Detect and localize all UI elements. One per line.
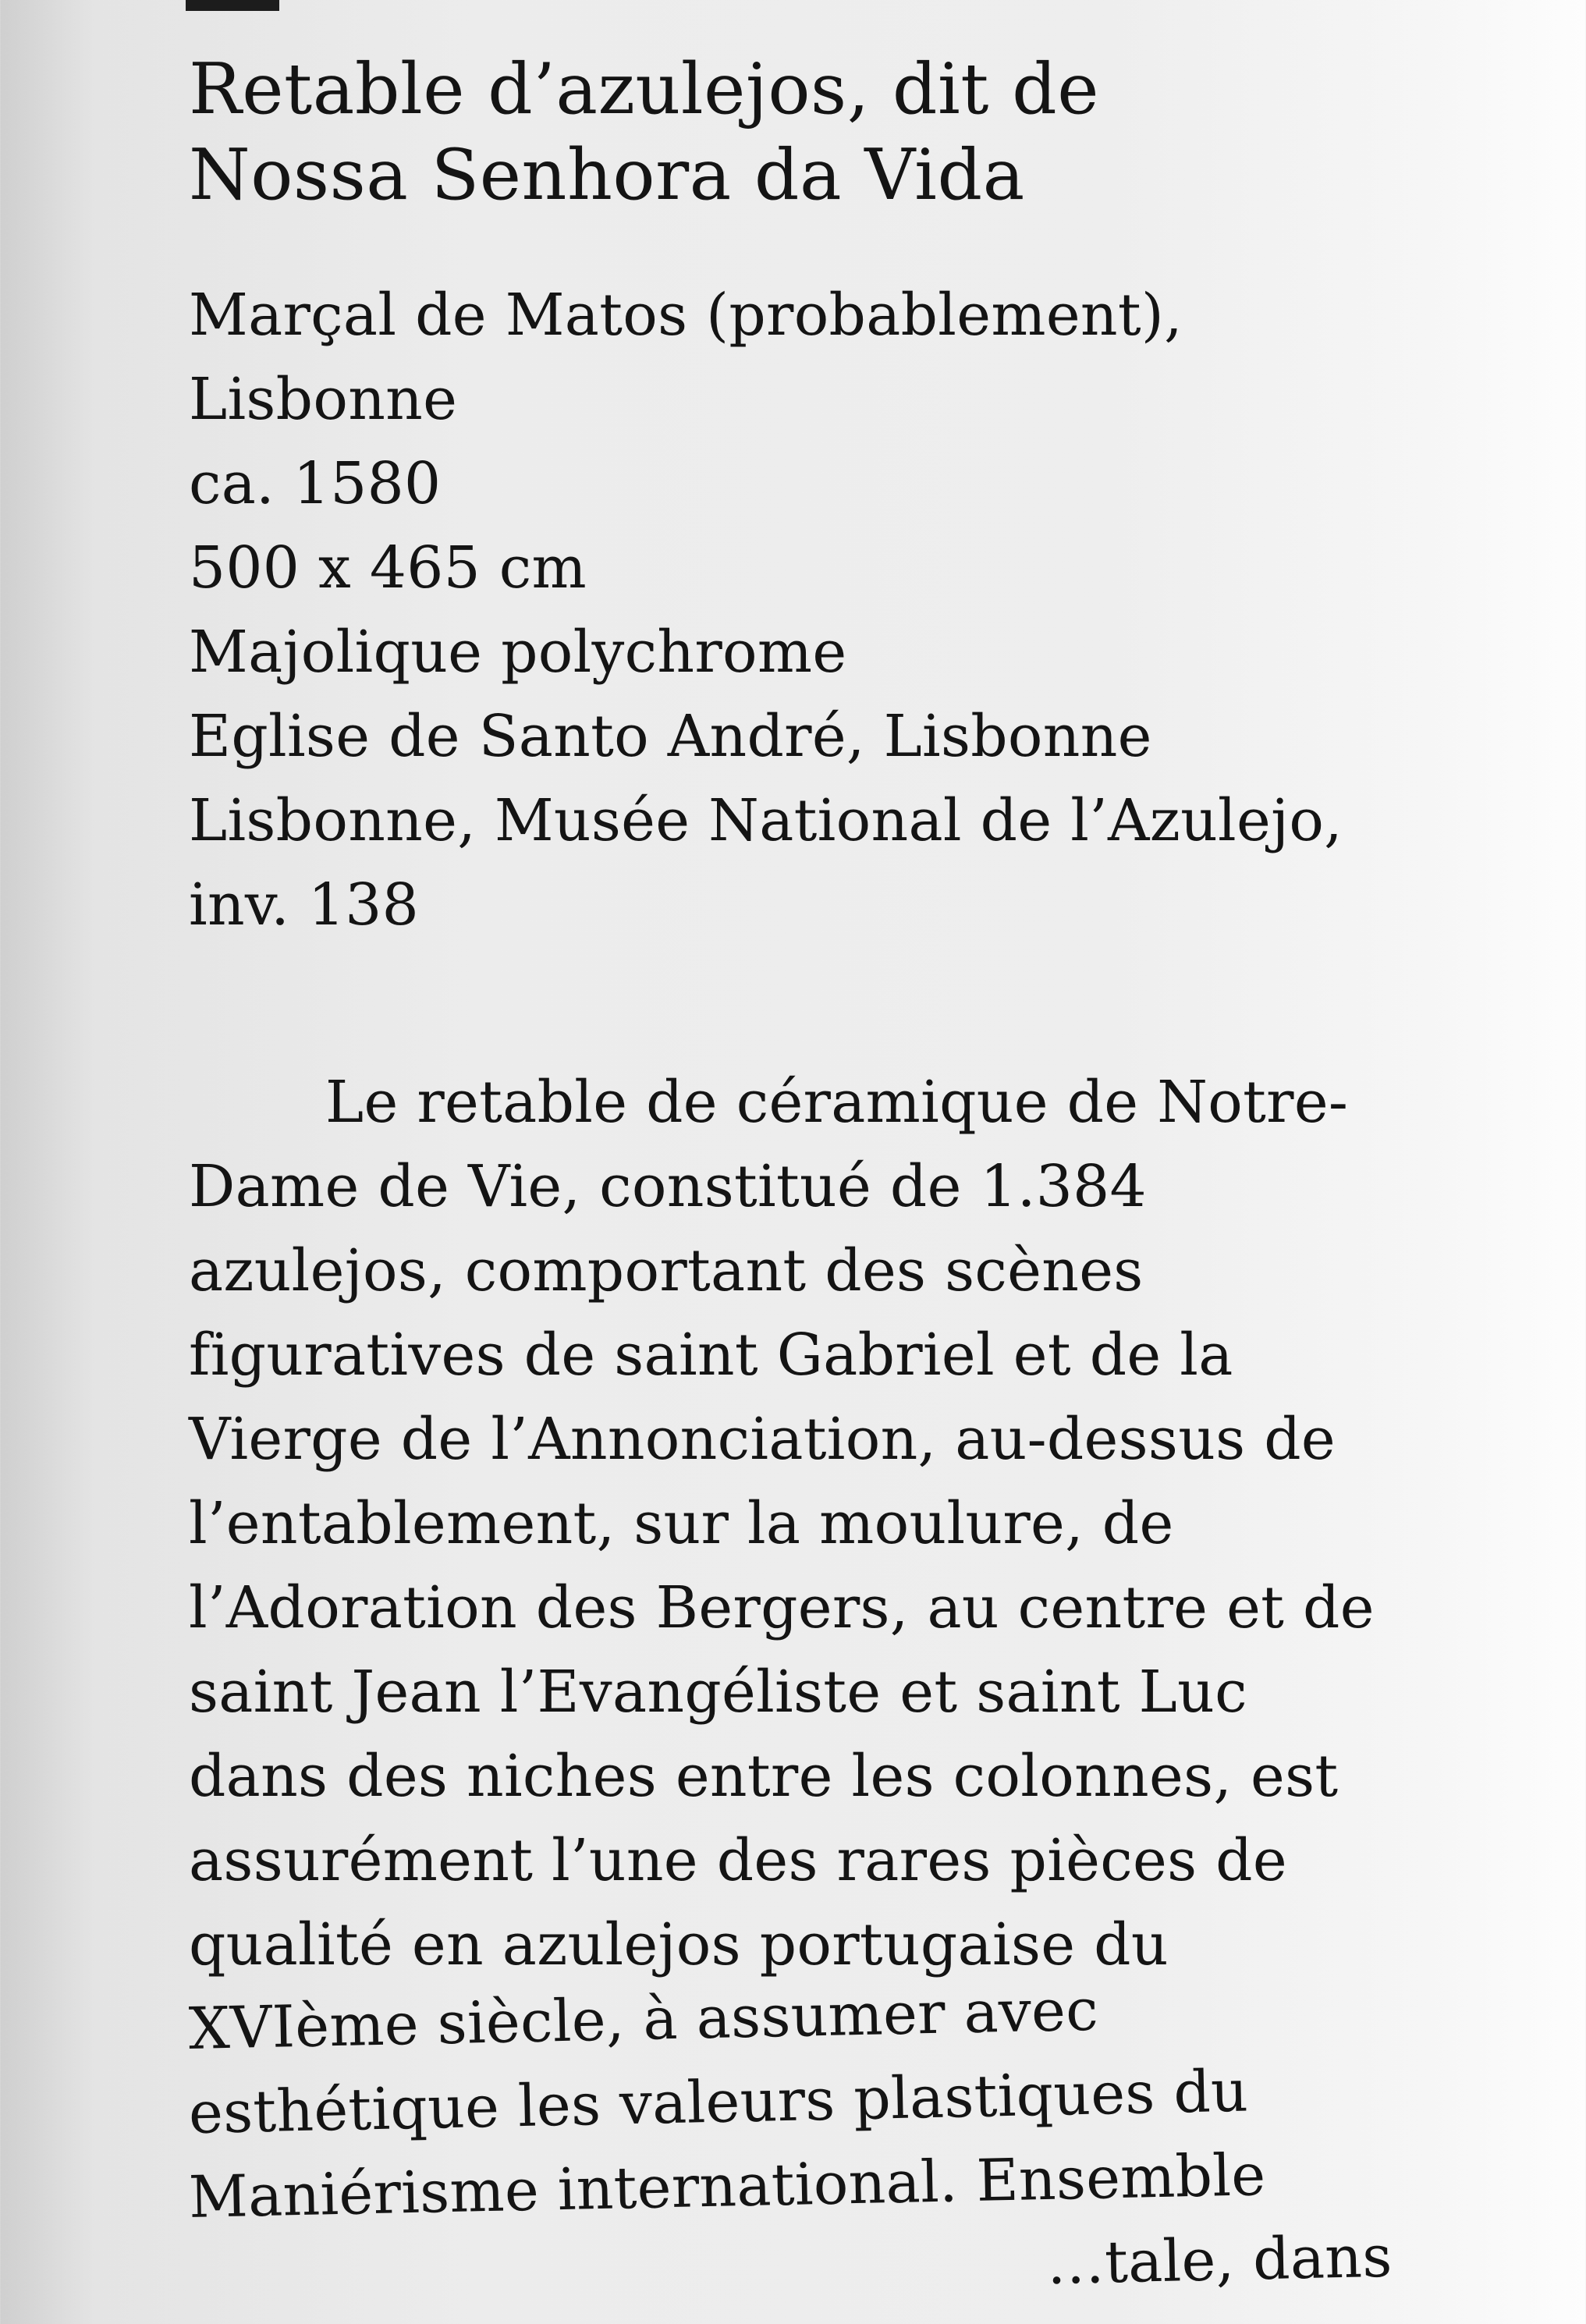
paragraph-line: XVIème siècle, à assumer avec <box>188 1976 1099 2063</box>
artwork-metadata <box>189 273 1515 947</box>
paragraph-line: saint Jean l’Evangéliste et saint Luc <box>189 1659 1247 1726</box>
paragraph-line: figuratives de saint Gabriel et de la <box>189 1322 1233 1389</box>
meta-inventory: inv. 138 <box>189 871 420 938</box>
paragraph-line: esthétique les valeurs plastiques du <box>188 2057 1249 2147</box>
paragraph-line: Le retable de céramique de Notre- <box>325 1069 1349 1136</box>
title-line: Retable d’azulejos, dit de <box>189 48 1099 130</box>
paragraph-line: …tale, dans <box>1045 2223 1393 2297</box>
paragraph-line: l’Adoration des Bergers, au centre et de <box>189 1574 1375 1641</box>
meta-place: Lisbonne <box>189 366 458 433</box>
title-line: Nossa Senhora da Vida <box>189 134 1025 216</box>
description-paragraph <box>189 1060 1515 2324</box>
meta-date: ca. 1580 <box>189 450 442 517</box>
artwork-title <box>189 47 1515 218</box>
meta-provenance: Eglise de Santo André, Lisbonne <box>189 703 1152 770</box>
meta-artist: Marçal de Matos (probablement), <box>189 282 1183 349</box>
meta-collection: Lisbonne, Musée National de l’Azulejo, <box>189 787 1343 854</box>
paragraph-line: assurément l’une des rares pièces de <box>189 1827 1287 1894</box>
meta-dimensions: 500 x 465 cm <box>189 534 587 601</box>
paragraph-line: Maniérisme international. Ensemble <box>188 2141 1267 2231</box>
paragraph-line: qualité en azulejos portugaise du <box>189 1911 1169 1978</box>
paragraph-line: l’entablement, sur la moulure, de <box>189 1490 1174 1557</box>
paragraph-line: Vierge de l’Annonciation, au-dessus de <box>189 1406 1336 1473</box>
document-page <box>189 47 1515 2324</box>
paragraph-line: Dame de Vie, constitué de 1.384 <box>189 1153 1147 1220</box>
page-top-edge <box>186 0 279 11</box>
paragraph-line: azulejos, comportant des scènes <box>189 1237 1144 1304</box>
meta-medium: Majolique polychrome <box>189 619 847 686</box>
paragraph-line: dans des niches entre les colonnes, est <box>189 1743 1339 1810</box>
